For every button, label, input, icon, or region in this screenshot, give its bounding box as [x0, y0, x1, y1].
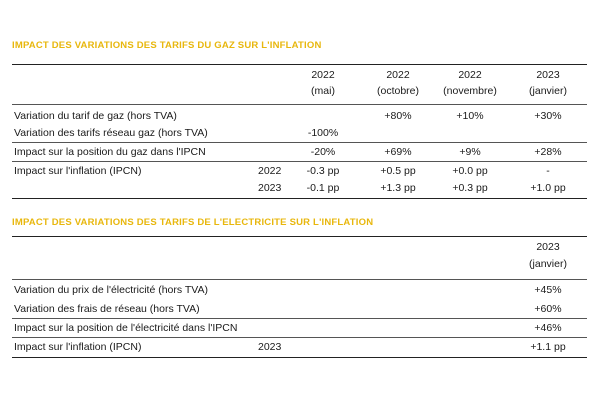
gas-col-1-year: 2022 — [311, 69, 335, 81]
gas-col-3-month: (novembre) — [443, 85, 497, 97]
gas-impact-year: 2023 — [258, 182, 282, 194]
elec-header-rule — [12, 279, 587, 280]
gas-cell: +69% — [384, 146, 412, 158]
gas-cell: -0.1 pp — [306, 182, 340, 194]
gas-cell: +1.3 pp — [380, 182, 416, 194]
elec-row-label: Variation du prix de l'électricité (hors TVA) — [14, 284, 208, 296]
gas-row-label: Variation des tarifs réseau gaz (hors TVA) — [14, 127, 208, 139]
elec-impact-year: 2023 — [258, 341, 282, 353]
gas-impact-year: 2022 — [258, 165, 282, 177]
gas-cell: +30% — [534, 110, 562, 122]
gas-row-label: Impact sur la position du gaz dans l'IPCN — [14, 146, 206, 158]
gas-col-4-month: (janvier) — [529, 85, 567, 97]
gas-col-2-month: (octobre) — [376, 85, 420, 97]
gas-cell: +0.5 pp — [380, 165, 416, 177]
gas-cell: +0.3 pp — [452, 182, 488, 194]
gas-cell: -20% — [310, 146, 336, 158]
gas-cell: +10% — [456, 110, 484, 122]
elec-table-bottom-rule — [12, 357, 587, 358]
gas-row-label: Variation du tarif de gaz (hors TVA) — [14, 110, 177, 122]
gas-cell: -100% — [307, 127, 339, 139]
gas-header-rule — [12, 104, 587, 105]
gas-row-rule — [12, 161, 587, 162]
elec-table-top-rule — [12, 236, 587, 237]
gas-table-top-rule — [12, 64, 587, 65]
gas-cell: +1.0 pp — [530, 182, 566, 194]
gas-col-1-month: (mai) — [311, 85, 335, 97]
elec-row-rule — [12, 318, 587, 319]
gas-col-3-year: 2022 — [458, 69, 482, 81]
gas-section-title: IMPACT DES VARIATIONS DES TARIFS DU GAZ SUR L'INFLATION — [12, 40, 322, 51]
gas-cell: -0.3 pp — [306, 165, 340, 177]
elec-col-month: (janvier) — [529, 258, 567, 270]
gas-col-4-year: 2023 — [536, 69, 560, 81]
elec-cell: +1.1 pp — [530, 341, 566, 353]
elec-row-rule — [12, 337, 587, 338]
gas-cell: +80% — [384, 110, 412, 122]
elec-col-year: 2023 — [536, 241, 560, 253]
elec-row-label: Variation des frais de réseau (hors TVA) — [14, 303, 200, 315]
elec-row-label: Impact sur la position de l'électricité dans l'IPCN — [14, 322, 238, 334]
gas-row-rule — [12, 142, 587, 143]
gas-table-bottom-rule — [12, 198, 587, 199]
gas-col-2-year: 2022 — [386, 69, 410, 81]
elec-cell: +45% — [534, 284, 562, 296]
elec-cell: +60% — [534, 303, 562, 315]
gas-cell: +0.0 pp — [452, 165, 488, 177]
gas-cell: - — [546, 165, 550, 177]
gas-impact-label: Impact sur l'inflation (IPCN) — [14, 165, 142, 177]
elec-section-title: IMPACT DES VARIATIONS DES TARIFS DE L'ELECTRICITE SUR L'INFLATION — [12, 217, 374, 228]
elec-impact-label: Impact sur l'inflation (IPCN) — [14, 341, 142, 353]
gas-cell: +9% — [459, 146, 481, 158]
gas-cell: +28% — [534, 146, 562, 158]
elec-cell: +46% — [534, 322, 562, 334]
